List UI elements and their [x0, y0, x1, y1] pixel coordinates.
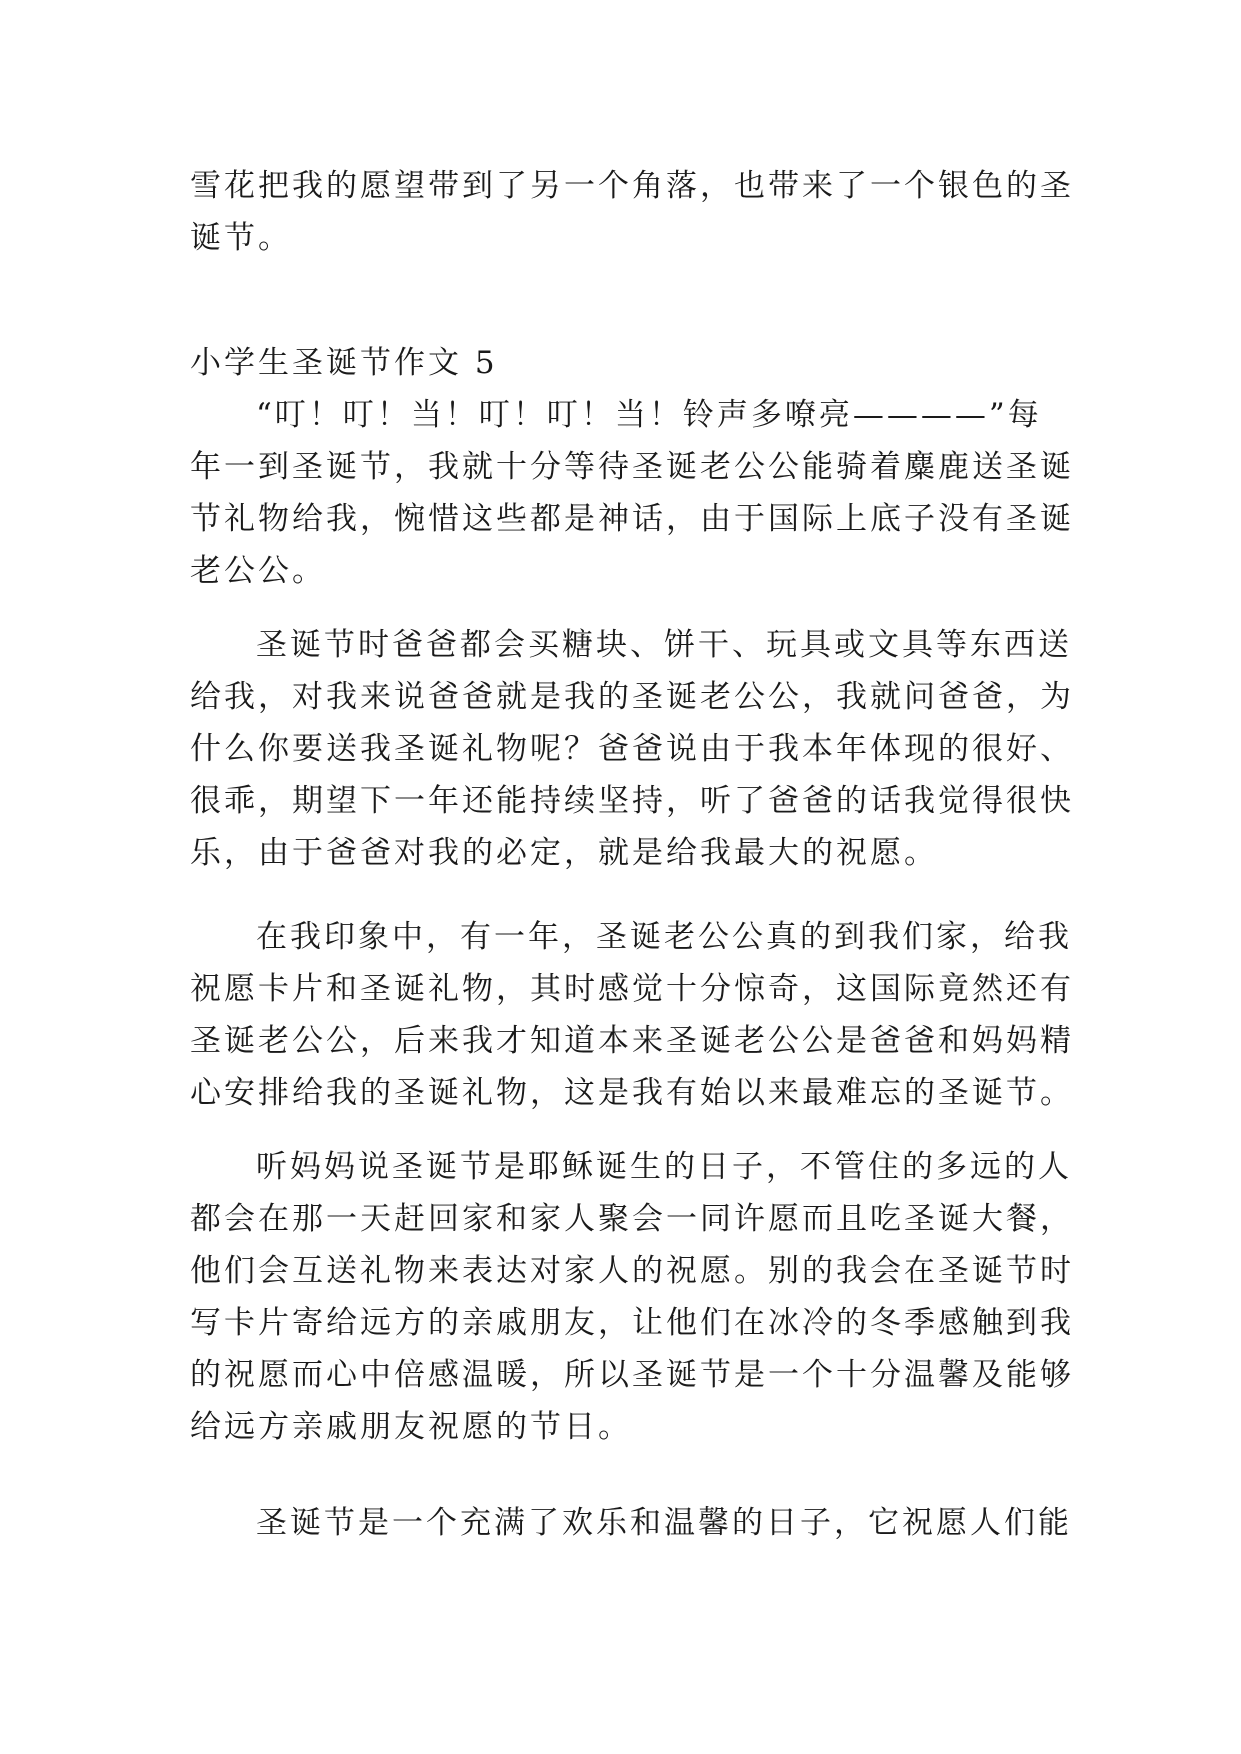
- paragraph-3: [190, 911, 1074, 1119]
- paragraph-4: [190, 1141, 1074, 1453]
- paragraph-line: 写卡片寄给远方的亲戚朋友，让他们在冰冷的冬季感触到我: [190, 1305, 1074, 1341]
- paragraph-line: 乐，由于爸爸对我的必定，就是给我最大的祝愿。: [190, 835, 938, 871]
- paragraph-line: 很乖，期望下一年还能持续坚持，听了爸爸的话我觉得很快: [190, 783, 1074, 819]
- paragraph-5: [190, 1497, 1072, 1549]
- paragraph-line: 在我印象中，有一年，圣诞老公公真的到我们家，给我: [256, 919, 1072, 955]
- paragraph-1: [190, 389, 1074, 597]
- section-title: 小学生圣诞节作文 5: [190, 345, 498, 381]
- paragraph-line: 圣诞节是一个充满了欢乐和温馨的日子，它祝愿人们能: [256, 1505, 1072, 1541]
- paragraph-line: 年一到圣诞节，我就十分等待圣诞老公公能骑着麋鹿送圣诞: [190, 449, 1074, 485]
- intro-paragraph: [190, 160, 1074, 264]
- paragraph-line: 给我，对我来说爸爸就是我的圣诞老公公，我就问爸爸，为: [190, 679, 1074, 715]
- paragraph-line: 听妈妈说圣诞节是耶稣诞生的日子，不管住的多远的人: [256, 1149, 1072, 1185]
- paragraph-2: [190, 619, 1074, 879]
- paragraph-line: 什么你要送我圣诞礼物呢？爸爸说由于我本年体现的很好、: [190, 731, 1074, 767]
- paragraph-line: 圣诞节时爸爸都会买糖块、饼干、玩具或文具等东西送: [256, 627, 1072, 663]
- paragraph-line: 的祝愿而心中倍感温暖，所以圣诞节是一个十分温馨及能够: [190, 1357, 1074, 1393]
- paragraph-line: 圣诞老公公，后来我才知道本来圣诞老公公是爸爸和妈妈精: [190, 1023, 1074, 1059]
- paragraph-line: 雪花把我的愿望带到了另一个角落，也带来了一个银色的圣: [190, 168, 1074, 204]
- paragraph-line: 他们会互送礼物来表达对家人的祝愿。别的我会在圣诞节时: [190, 1253, 1074, 1289]
- paragraph-line: 老公公。: [190, 553, 326, 589]
- paragraph-line: “叮！叮！当！叮！叮！当！铃声多嘹亮————”每: [256, 397, 1042, 433]
- paragraph-line: 心安排给我的圣诞礼物，这是我有始以来最难忘的圣诞节。: [190, 1075, 1074, 1111]
- paragraph-line: 给远方亲戚朋友祝愿的节日。: [190, 1409, 632, 1445]
- paragraph-line: 诞节。: [190, 220, 292, 256]
- paragraph-line: 祝愿卡片和圣诞礼物，其时感觉十分惊奇，这国际竟然还有: [190, 971, 1074, 1007]
- paragraph-line: 都会在那一天赶回家和家人聚会一同许愿而且吃圣诞大餐，: [190, 1201, 1074, 1237]
- paragraph-line: 节礼物给我，惋惜这些都是神话，由于国际上底子没有圣诞: [190, 501, 1074, 537]
